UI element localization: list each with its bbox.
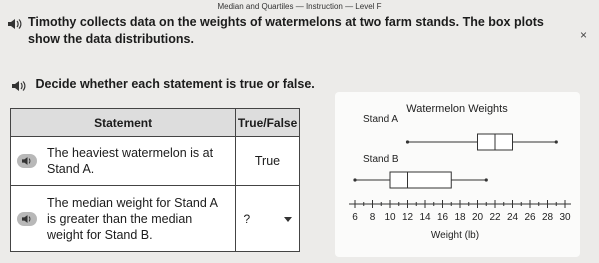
true-false-dropdown[interactable] [238,206,298,232]
dropdown-value: ? [243,212,251,226]
table-row [11,186,299,252]
intro-text: Timothy collects data on the weights of watermelons at two farm stands. The box plots show the data distributions. [28,15,544,46]
column-header-true-false: True/False [237,115,298,130]
x-tick-label: 12 [401,212,414,223]
x-tick-label: 16 [436,212,449,223]
statement-text: The heaviest watermelon is at Stand A. [47,146,214,176]
speaker-icon[interactable] [8,17,22,27]
x-tick-label: 24 [506,212,519,223]
statement-cell [11,137,236,185]
x-tick-label: 10 [384,212,396,223]
statement-cell [11,186,236,252]
x-tick-label: 22 [489,212,501,223]
min-point [353,178,356,181]
x-tick-label: 30 [559,212,571,223]
x-axis-label: Weight (lb) [430,230,480,241]
direction [12,77,315,91]
direction-text: Decide whether each statement is true or false. [35,77,315,91]
x-tick-label: 20 [471,212,484,223]
table-header [11,109,299,137]
series-label: Stand B [363,154,399,165]
speaker-icon[interactable] [17,154,37,168]
close-icon[interactable]: × [579,28,587,42]
max-point [485,178,488,181]
statement-table [10,108,300,252]
intro-prompt [8,14,578,48]
answer-cell [236,186,299,252]
x-tick-label: 18 [454,212,466,223]
chevron-down-icon [284,217,292,222]
max-point [555,140,558,143]
x-tick-label: 26 [524,212,536,223]
box-plot-chart [335,92,580,257]
chart-title: Watermelon Weights [406,103,508,115]
box [390,172,451,188]
lesson-title: Median and Quartiles — Instruction — Level F [217,2,382,11]
x-tick-label: 14 [419,212,431,223]
chart-panel [335,92,580,257]
x-tick-label: 28 [541,212,554,223]
statement-text: The median weight for Stand A is greater than the median weight for Stand B. [47,196,218,242]
answer-value: True [254,154,281,168]
min-point [406,140,409,143]
x-tick-label: 8 [369,212,376,223]
answer-cell [236,137,299,185]
speaker-icon[interactable] [17,212,37,226]
column-header-statement: Statement [11,109,236,136]
speaker-icon[interactable] [12,80,26,90]
table-row [11,137,299,186]
x-tick-label: 6 [352,212,358,223]
series-label: Stand A [363,114,399,125]
